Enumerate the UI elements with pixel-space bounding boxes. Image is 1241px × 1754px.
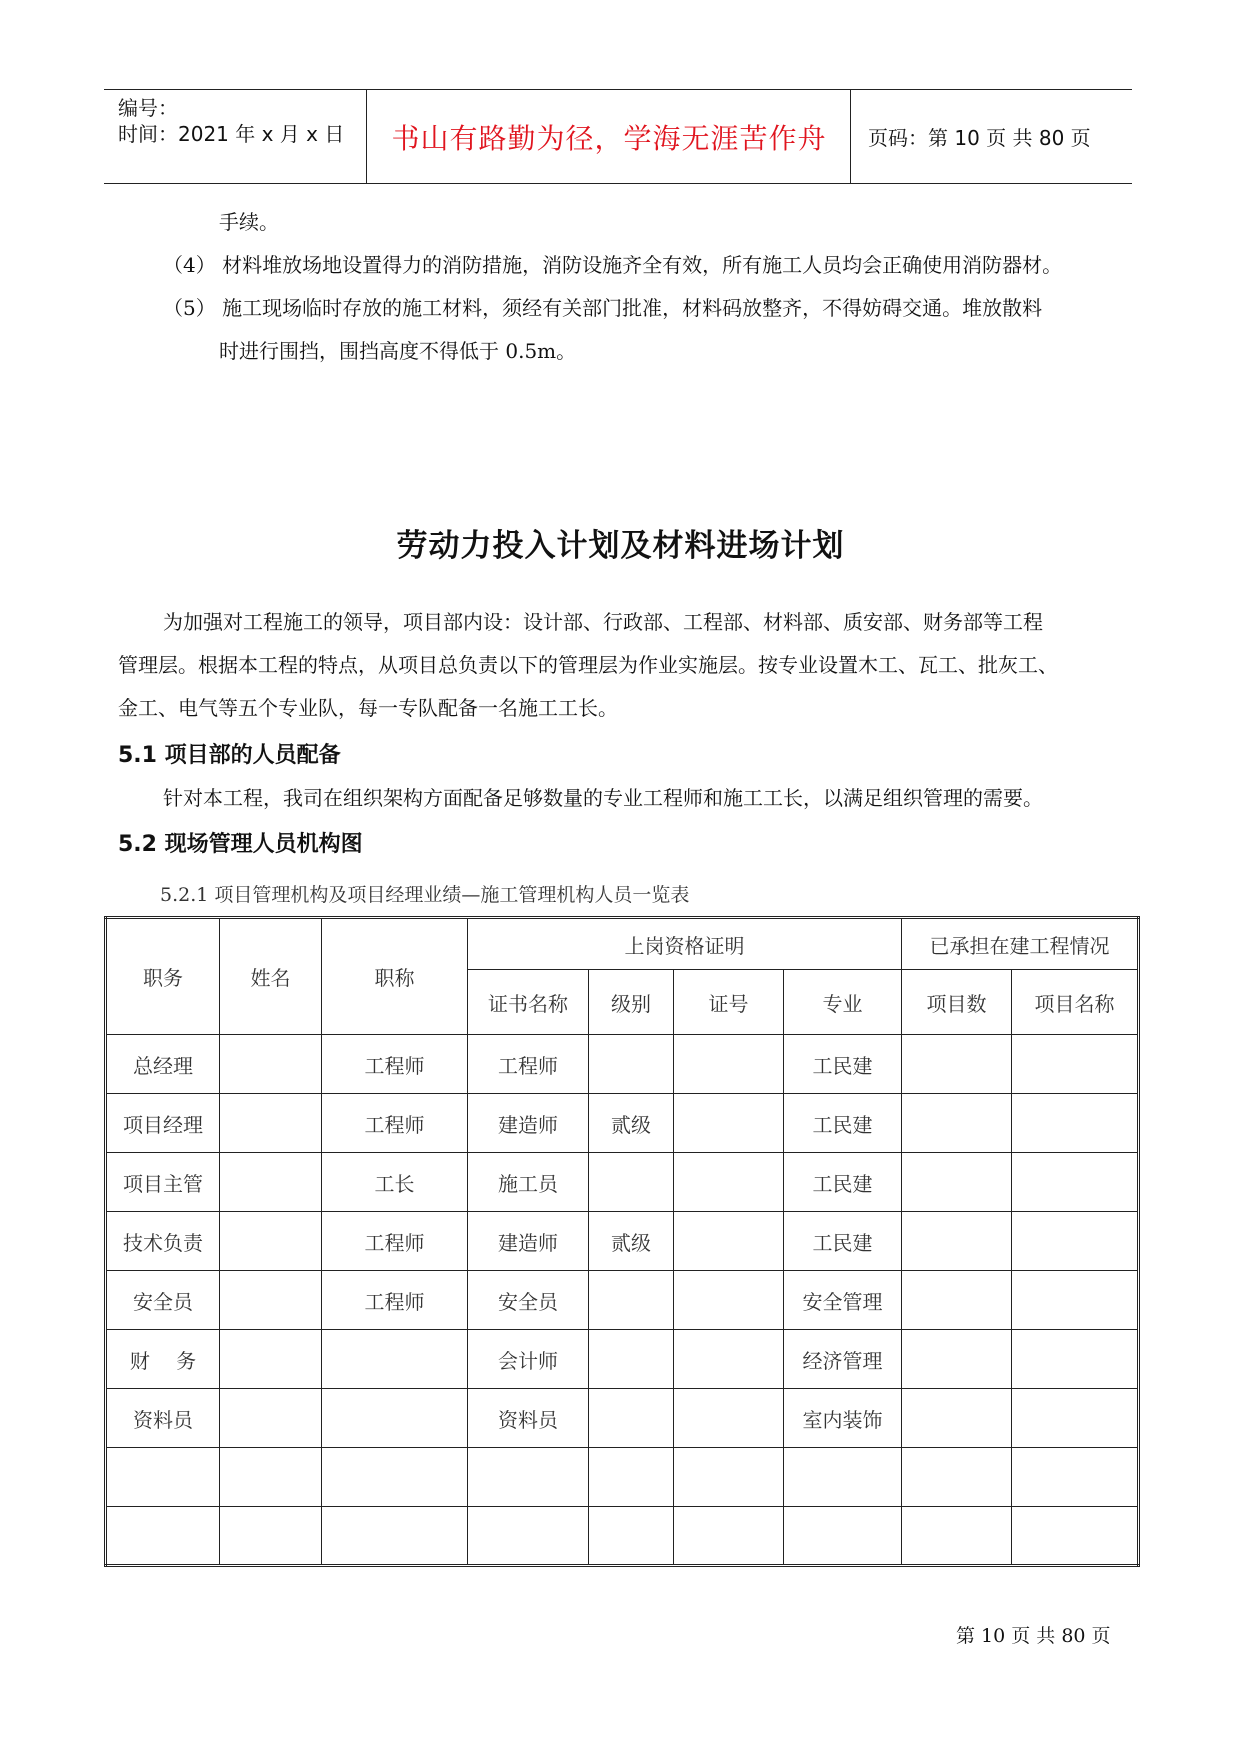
cell-level — [589, 1448, 674, 1507]
table-row — [106, 1094, 1139, 1153]
table-row — [106, 1330, 1139, 1389]
header-project-name: 项目名称 — [1012, 970, 1139, 1035]
cell-cert-no — [674, 1212, 784, 1271]
motto-text: 书山有路勤为径，学海无涯苦作舟 — [391, 121, 827, 155]
cell-major — [784, 1448, 902, 1507]
header-cert-group: 上岗资格证明 — [468, 918, 902, 970]
header-major: 专业 — [784, 970, 902, 1035]
cell-cert-name: 安全员 — [468, 1271, 589, 1330]
cell-project-count — [902, 1094, 1012, 1153]
cell-cert-name: 工程师 — [468, 1035, 589, 1094]
cell-major: 工民建 — [784, 1094, 902, 1153]
cell-major: 工民建 — [784, 1035, 902, 1094]
cell-project-count — [902, 1448, 1012, 1507]
cell-cert-name: 资料员 — [468, 1389, 589, 1448]
header-cert-no: 证号 — [674, 970, 784, 1035]
cell-position: 项目主管 — [106, 1153, 220, 1212]
cell-project-name — [1012, 1448, 1139, 1507]
cell-level — [589, 1330, 674, 1389]
cell-major: 工民建 — [784, 1153, 902, 1212]
cell-title: 工程师 — [322, 1035, 468, 1094]
cell-title — [322, 1507, 468, 1566]
cell-title: 工程师 — [322, 1271, 468, 1330]
cell-cert-no — [674, 1153, 784, 1212]
cell-name — [220, 1035, 322, 1094]
section-5-1-text: 针对本工程，我司在组织架构方面配备足够数量的专业工程师和施工工长，以满足组织管理的需要。 — [163, 786, 1043, 810]
cell-cert-name — [468, 1448, 589, 1507]
cell-project-name — [1012, 1035, 1139, 1094]
paragraph-continuation: 手续。 — [219, 210, 279, 234]
time-label: 时间：2021 年 x 月 x 日 — [118, 122, 345, 146]
cell-title: 工长 — [322, 1153, 468, 1212]
table-caption: 5.2.1 项目管理机构及项目经理业绩—施工管理机构人员一览表 — [160, 884, 690, 906]
paragraph-item-4: （4） 材料堆放场地设置得力的消防措施，消防设施齐全有效，所有施工人员均会正确使用消防器材。 — [163, 253, 1063, 277]
table-row — [106, 1389, 1139, 1448]
heading-5-1: 5.1 项目部的人员配备 — [118, 743, 341, 768]
cell-cert-name: 建造师 — [468, 1212, 589, 1271]
table-header-row — [106, 918, 1139, 970]
page-info-text: 页码：第 10 页 共 80 页 — [868, 126, 1091, 150]
cell-level — [589, 1035, 674, 1094]
table-row — [106, 1271, 1139, 1330]
cell-name — [220, 1507, 322, 1566]
cell-name — [220, 1271, 322, 1330]
number-label: 编号： — [118, 96, 178, 120]
cell-name — [220, 1094, 322, 1153]
cell-position: 总经理 — [106, 1035, 220, 1094]
cell-major: 安全管理 — [784, 1271, 902, 1330]
cell-level — [589, 1271, 674, 1330]
cell-name — [220, 1212, 322, 1271]
cell-project-count — [902, 1330, 1012, 1389]
intro-line-1: 为加强对工程施工的领导，项目部内设：设计部、行政部、工程部、材料部、质安部、财务部等工程 — [163, 610, 1043, 634]
cell-project-count — [902, 1271, 1012, 1330]
cell-project-count — [902, 1389, 1012, 1448]
cell-position: 资料员 — [106, 1389, 220, 1448]
header-motto — [368, 90, 851, 183]
cell-level: 贰级 — [589, 1212, 674, 1271]
cell-major: 室内装饰 — [784, 1389, 902, 1448]
staff-table — [104, 916, 1140, 1567]
intro-line-2: 管理层。根据本工程的特点，从项目总负责以下的管理层为作业实施层。按专业设置木工、瓦工、批灰工、 — [118, 653, 1058, 677]
cell-name — [220, 1448, 322, 1507]
cell-cert-no — [674, 1389, 784, 1448]
cell-title — [322, 1448, 468, 1507]
table-row — [106, 1153, 1139, 1212]
header-page-info — [852, 90, 1132, 183]
cell-cert-no — [674, 1448, 784, 1507]
cell-position — [106, 1507, 220, 1566]
paragraph-item-5-line1: （5） 施工现场临时存放的施工材料，须经有关部门批准，材料码放整齐，不得妨碍交通。堆放散料 — [163, 296, 1043, 320]
cell-project-name — [1012, 1212, 1139, 1271]
cell-cert-no — [674, 1035, 784, 1094]
cell-title: 工程师 — [322, 1212, 468, 1271]
cell-title — [322, 1330, 468, 1389]
cell-level — [589, 1507, 674, 1566]
header-cert-name: 证书名称 — [468, 970, 589, 1035]
cell-project-count — [902, 1507, 1012, 1566]
cell-project-name — [1012, 1153, 1139, 1212]
cell-cert-no — [674, 1330, 784, 1389]
cell-title — [322, 1389, 468, 1448]
cell-name — [220, 1153, 322, 1212]
cell-major: 工民建 — [784, 1212, 902, 1271]
cell-cert-no — [674, 1271, 784, 1330]
cell-title: 工程师 — [322, 1094, 468, 1153]
cell-position: 技术负责 — [106, 1212, 220, 1271]
header-level: 级别 — [589, 970, 674, 1035]
heading-5-2: 5.2 现场管理人员机构图 — [118, 832, 363, 857]
table-row — [106, 1212, 1139, 1271]
cell-cert-name: 建造师 — [468, 1094, 589, 1153]
cell-project-name — [1012, 1389, 1139, 1448]
page-header — [104, 89, 1132, 184]
table-row — [106, 1507, 1139, 1566]
header-project-group: 已承担在建工程情况 — [902, 918, 1139, 970]
cell-major: 经济管理 — [784, 1330, 902, 1389]
cell-project-count — [902, 1212, 1012, 1271]
cell-name — [220, 1330, 322, 1389]
cell-cert-no — [674, 1507, 784, 1566]
table-row — [106, 1035, 1139, 1094]
cell-project-name — [1012, 1507, 1139, 1566]
table-body — [106, 1035, 1139, 1566]
cell-major — [784, 1507, 902, 1566]
cell-level — [589, 1389, 674, 1448]
page-footer: 第 10 页 共 80 页 — [956, 1625, 1111, 1647]
cell-project-count — [902, 1035, 1012, 1094]
cell-project-name — [1012, 1271, 1139, 1330]
header-position: 职务 — [106, 918, 220, 1035]
intro-line-3: 金工、电气等五个专业队，每一专队配备一名施工工长。 — [118, 696, 618, 720]
cell-project-name — [1012, 1330, 1139, 1389]
header-title: 职称 — [322, 918, 468, 1035]
cell-name — [220, 1389, 322, 1448]
cell-project-name — [1012, 1094, 1139, 1153]
cell-cert-name: 施工员 — [468, 1153, 589, 1212]
cell-position — [106, 1448, 220, 1507]
header-project-count: 项目数 — [902, 970, 1012, 1035]
cell-cert-no — [674, 1094, 784, 1153]
cell-level — [589, 1153, 674, 1212]
cell-position: 安全员 — [106, 1271, 220, 1330]
cell-position: 财 务 — [106, 1330, 220, 1389]
section-title: 劳动力投入计划及材料进场计划 — [396, 528, 845, 564]
cell-level: 贰级 — [589, 1094, 674, 1153]
header-meta — [104, 90, 367, 183]
cell-cert-name — [468, 1507, 589, 1566]
paragraph-item-5-line2: 时进行围挡，围挡高度不得低于 0.5m。 — [219, 339, 577, 363]
header-name: 姓名 — [220, 918, 322, 1035]
cell-position: 项目经理 — [106, 1094, 220, 1153]
cell-project-count — [902, 1153, 1012, 1212]
table-row — [106, 1448, 1139, 1507]
cell-cert-name: 会计师 — [468, 1330, 589, 1389]
